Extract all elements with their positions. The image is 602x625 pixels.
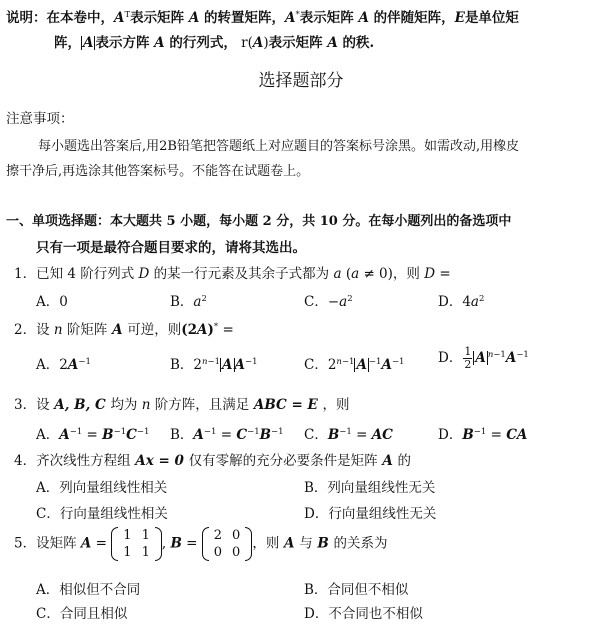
math-expr: Ax = 0 — [130, 453, 189, 469]
math-detA: A — [83, 35, 94, 51]
stem-text: 的关系为 — [333, 535, 388, 552]
option-label: C．合同且相似 — [36, 606, 128, 622]
math-expr: $B^{-1}$ = AC — [327, 427, 393, 443]
stem-text: 已知 4 阶行列式 — [36, 266, 135, 282]
part-heading-1: 一、单项选择题：本大题共 5 小题，每小题 2 分，共 10 分。在每小题列出的备选项中 — [6, 214, 512, 229]
math-A: A — [322, 35, 343, 51]
question-number: 2． — [14, 322, 37, 338]
q1-option-a[interactable] — [36, 290, 68, 310]
stem-text: 阶方阵，且满足 — [154, 397, 250, 413]
math-A: A — [377, 453, 398, 469]
matrix-cell: 1 — [141, 528, 150, 543]
math-expr: $-a^2$ — [327, 294, 353, 310]
note-text: 表示矩阵 — [268, 35, 323, 51]
matrix-cell: 1 — [123, 545, 132, 560]
matrix-cell: 0 — [232, 545, 241, 560]
stem-text: 均为 — [110, 397, 138, 413]
math-expr: a — [470, 294, 479, 310]
option-label: D．4 — [438, 294, 471, 310]
q4-option-b[interactable] — [304, 476, 435, 496]
option-label: B．合同但不相似 — [304, 582, 409, 598]
math-expr: D = — [424, 266, 451, 282]
option-label: C． — [304, 427, 328, 443]
math-A: A — [353, 10, 374, 26]
math-expr: A — [67, 357, 79, 373]
option-label: B． — [170, 294, 194, 310]
fraction-half: $\frac{1}{2}$ — [464, 345, 472, 371]
question-number: 5． — [14, 535, 37, 552]
stem-text: 设 — [36, 397, 50, 413]
matrix-cell: 2 — [213, 528, 223, 543]
math-A: A — [285, 10, 296, 26]
note-text: 表示矩阵 — [299, 10, 354, 26]
notice-para-1: 每小题选出答案后,用2B铅笔把答题纸上对应题目的答案标号涂黑。如需改动,用橡皮 — [38, 139, 520, 154]
math-expr: ABC = E — [249, 397, 323, 413]
option-label: D． — [438, 350, 463, 366]
stem-text: ，则 — [392, 266, 420, 282]
stem-text: 与 — [299, 535, 313, 552]
math-A: A — [80, 535, 92, 552]
stem-text: 设矩阵 — [36, 535, 77, 552]
math-expr: a — [193, 294, 202, 310]
option-label: A． — [36, 427, 60, 443]
note-text: 表示矩阵 — [130, 10, 185, 26]
q3-option-a[interactable] — [36, 423, 149, 443]
question-5-stem: 5．设矩阵 A = 1 1 1 1 , B = 2 0 0 0 ，则 A 与 B 的关系为 — [14, 528, 388, 560]
stem-text: 齐次线性方程组 — [36, 453, 131, 469]
math-n: n — [49, 322, 67, 338]
note-text: 是单位矩 — [464, 10, 519, 26]
q5-option-d[interactable] — [304, 602, 423, 622]
notice-para-2: 擦干净后,再选涂其他答案标号。不能答在试题卷上。 — [6, 164, 310, 179]
notice-heading: 注意事项： — [6, 111, 74, 127]
q2-option-d[interactable]: D． $\frac{1}{2}$ A $^{n-1}A^{-1}$ — [438, 345, 529, 371]
math-expr: A — [475, 350, 486, 366]
math-expr: a (a ≠ 0) — [333, 266, 393, 282]
option-label: B．2 — [170, 357, 203, 373]
matrix-cell: 0 — [213, 545, 223, 560]
note-text: 在本卷中， — [46, 10, 114, 26]
math-expr: $A^{-1} = C^{-1}B^{-1}$ — [193, 427, 284, 443]
math-sup: T — [124, 10, 131, 20]
option-label: C．2 — [304, 357, 337, 373]
math-B: B — [312, 535, 334, 552]
question-1-stem — [14, 262, 451, 282]
option-label: A．0 — [36, 294, 68, 310]
math-A: A — [184, 10, 205, 26]
matrix-A — [111, 527, 162, 561]
stem-text: 的某一行元素及其余子式都为 — [153, 266, 330, 282]
stem-text: 可逆，则 — [127, 322, 182, 338]
math-rank: r(A) — [236, 35, 269, 51]
q1-option-d[interactable]: D．$4a^2$ — [438, 294, 485, 310]
stem-text: ，则 — [252, 535, 280, 552]
q5-option-a[interactable] — [36, 578, 140, 598]
matrix-cell: 1 — [141, 545, 150, 560]
math-sup: * — [295, 10, 300, 20]
option-label: A．列向量组线性相关 — [36, 480, 168, 496]
math-D: D — [134, 266, 154, 282]
q5-option-c[interactable] — [36, 602, 127, 622]
option-label: D． — [438, 427, 463, 443]
note-text: 的伴随矩阵， — [373, 10, 455, 26]
q4-option-a[interactable] — [36, 476, 167, 496]
q4-option-c[interactable] — [36, 502, 168, 522]
stem-text: 仅有零解的充分必要条件是矩阵 — [188, 453, 378, 469]
note-text: 阵， — [54, 35, 81, 51]
option-label: B．列向量组线性无关 — [304, 480, 436, 496]
question-number: 1． — [14, 266, 37, 282]
note-text: 的秩. — [342, 35, 375, 51]
option-label: C． — [304, 294, 328, 310]
q2-option-c[interactable]: C．$2^{n-1}$ A $^{-1}A^{-1}$ — [304, 357, 405, 373]
note-text: 表示方阵 — [95, 35, 150, 51]
q2-option-a[interactable]: A．$2A^{-1}$ — [36, 357, 91, 373]
math-expr: (2A)* = — [181, 322, 234, 338]
question-4-stem — [14, 449, 411, 469]
q4-option-d[interactable] — [304, 502, 436, 522]
q1-option-b[interactable]: B．$a^2$ — [170, 294, 207, 310]
question-3-stem — [14, 393, 350, 413]
math-expr: A, B, C — [49, 397, 111, 413]
math-expr: A — [356, 357, 367, 373]
question-2-stem — [14, 318, 234, 338]
stem-text: 设 — [36, 322, 50, 338]
part-heading-2: 只有一项是最符合题目要求的，请将其选出。 — [36, 240, 306, 256]
stem-text: 的 — [397, 453, 411, 469]
math-A: A — [107, 322, 128, 338]
note-line-2 — [54, 31, 374, 51]
option-label: D．不合同也不相似 — [304, 606, 423, 622]
q2-option-b[interactable]: B．$2^{n-1}$ A $A^{-1}$ — [170, 357, 258, 373]
note-text: 的转置矩阵， — [204, 10, 286, 26]
math-expr: $A^{-1} = B^{-1}C^{-1}$ — [59, 427, 150, 443]
math-expr: $B^{-1}$ = CA — [462, 427, 528, 443]
q3-option-c[interactable] — [304, 423, 393, 443]
question-number: 3． — [14, 397, 37, 413]
stem-text: ，则 — [322, 397, 350, 413]
note-text: 的行列式， — [169, 35, 237, 51]
stem-text: 阶矩阵 — [66, 322, 108, 338]
q1-option-c[interactable] — [304, 290, 353, 310]
question-number: 4． — [14, 453, 37, 469]
math-A: A — [114, 10, 125, 26]
math-A: A — [279, 535, 300, 552]
section-title: 选择题部分 — [258, 71, 344, 91]
math-B: B — [170, 535, 182, 552]
matrix-B — [202, 527, 253, 561]
option-label: B． — [170, 427, 194, 443]
math-expr: A — [222, 357, 233, 373]
q3-option-b[interactable] — [170, 423, 284, 443]
matrix-cell: 1 — [123, 528, 132, 543]
option-label: C．行向量组线性相关 — [36, 506, 168, 522]
q3-option-d[interactable] — [438, 423, 527, 443]
option-label: D．行向量组线性无关 — [304, 506, 437, 522]
note-line-1 — [6, 6, 519, 26]
math-n: n — [137, 397, 155, 413]
math-E: E — [454, 10, 465, 26]
option-label: A．相似但不合同 — [36, 582, 141, 598]
math-A: A — [149, 35, 170, 51]
q5-option-b[interactable] — [304, 578, 408, 598]
matrix-cell: 0 — [232, 528, 241, 543]
option-label: A．2 — [36, 357, 68, 373]
note-label: 说明： — [6, 10, 47, 26]
